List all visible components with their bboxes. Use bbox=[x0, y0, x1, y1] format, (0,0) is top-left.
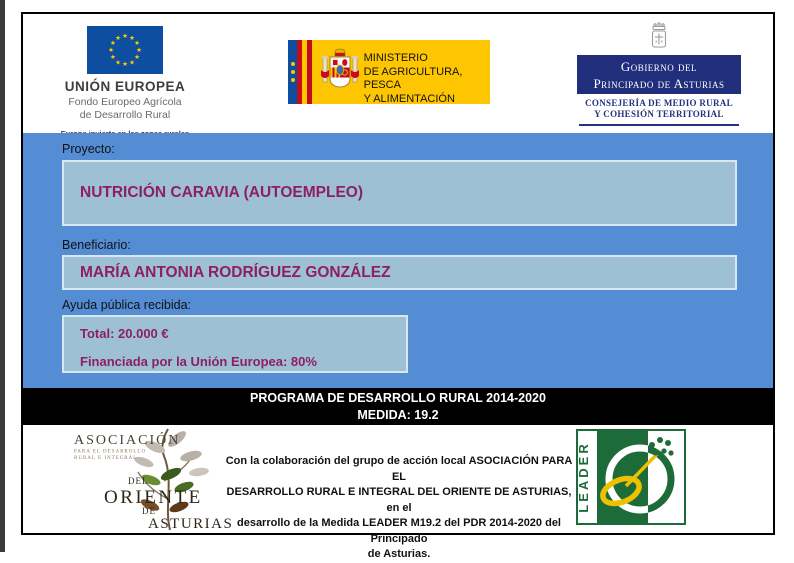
beneficiary-name: MARÍA ANTONIA RODRÍGUEZ GONZÁLEZ bbox=[80, 263, 391, 281]
footer-section bbox=[23, 425, 773, 560]
association-word-para-el-desarrollo: PARA EL DESARROLLO bbox=[74, 449, 147, 455]
asturias-underline bbox=[579, 124, 739, 126]
collaboration-line4: de Asturias. bbox=[367, 548, 431, 560]
eu-title: UNIÓN EUROPEA bbox=[64, 79, 186, 94]
eu-flag-icon bbox=[87, 26, 163, 74]
program-bar bbox=[23, 388, 773, 425]
eu-star-icon: ★ bbox=[108, 47, 114, 55]
ministry-line2: DE AGRICULTURA, PESCA bbox=[363, 65, 463, 91]
aid-label: Ayuda pública recibida: bbox=[62, 298, 192, 312]
ministry-line3: Y ALIMENTACIÓN bbox=[363, 92, 455, 105]
oriente-asturias-logo bbox=[52, 426, 237, 531]
stripe-star-icon bbox=[291, 70, 295, 74]
eu-star-icon: ★ bbox=[136, 47, 142, 55]
eu-star-icon: ★ bbox=[122, 33, 128, 41]
content-frame bbox=[21, 12, 775, 560]
stripe-star-icon bbox=[291, 62, 295, 66]
ministry-logo-block bbox=[288, 40, 490, 104]
collaboration-line3: desarrollo de la Medida LEADER M19.2 del PDR 2014-2020 del Principado bbox=[236, 517, 561, 545]
aid-eu-share: Financiada por la Unión Europea: 80% bbox=[80, 354, 317, 369]
page-edge-strip bbox=[0, 0, 5, 552]
ministry-flag-stripe-red bbox=[307, 40, 312, 104]
aid-total: Total: 20.000 € bbox=[80, 326, 169, 341]
ministry-eu-stripe bbox=[288, 40, 297, 104]
eu-star-icon: ★ bbox=[122, 61, 128, 69]
project-label: Proyecto: bbox=[62, 142, 115, 156]
association-word-del: DEL bbox=[128, 476, 149, 486]
ministry-line1: MINISTERIO bbox=[363, 52, 428, 64]
collaboration-line1: Con la colaboración del grupo de acción local ASOCIACIÓN PARA EL bbox=[225, 455, 573, 483]
program-line2: MEDIDA: 19.2 bbox=[357, 408, 439, 422]
eu-star-icon: ★ bbox=[115, 35, 121, 43]
aid-box bbox=[62, 315, 408, 373]
asturias-department bbox=[573, 98, 745, 120]
asturias-gov-line2: Principado de Asturias bbox=[593, 75, 725, 91]
asturias-dept-line1: CONSEJERÍA DE MEDIO RURAL bbox=[585, 98, 733, 108]
project-name-box bbox=[62, 160, 737, 226]
leader-logo bbox=[576, 429, 686, 525]
collaboration-text bbox=[221, 454, 577, 563]
eu-subtitle-line1: Fondo Europeo Agrícola bbox=[68, 96, 182, 108]
association-word-asociacion: ASOCIACIÓN bbox=[74, 433, 181, 448]
eu-star-icon: ★ bbox=[115, 59, 121, 67]
collaboration-line2: DESARROLLO RURAL E INTEGRAL DEL ORIENTE DE ASTURIAS, en el bbox=[226, 486, 572, 514]
asturias-logo-block bbox=[573, 22, 745, 126]
eu-subtitle bbox=[50, 96, 200, 122]
asturias-dept-line2: Y COHESIÓN TERRITORIAL bbox=[594, 109, 724, 119]
beneficiary-name-box bbox=[62, 255, 737, 290]
asturias-government-bar bbox=[577, 55, 741, 94]
project-name: NUTRICIÓN CARAVIA (AUTOEMPLEO) bbox=[80, 184, 364, 201]
eu-star-icon: ★ bbox=[129, 59, 135, 67]
stripe-star-icon bbox=[291, 78, 295, 82]
project-section bbox=[23, 133, 773, 388]
program-line1: PROGRAMA DE DESARROLLO RURAL 2014-2020 bbox=[250, 391, 546, 405]
eu-subtitle-line2: de Desarrollo Rural bbox=[79, 109, 171, 121]
eu-star-icon: ★ bbox=[109, 54, 116, 62]
spain-coat-of-arms-icon bbox=[320, 46, 360, 96]
logo-header bbox=[23, 14, 773, 133]
ministry-name bbox=[364, 52, 490, 104]
eu-star-icon: ★ bbox=[134, 40, 141, 48]
association-word-rural-e-integral: RURAL E INTEGRAL bbox=[74, 456, 138, 461]
eu-star-icon: ★ bbox=[134, 54, 141, 62]
asturias-gov-line1: Gobierno del bbox=[620, 58, 698, 74]
eu-logo-block bbox=[50, 26, 200, 138]
association-word-de: DE bbox=[142, 506, 156, 516]
asturias-emblem-icon bbox=[647, 22, 671, 52]
association-word-oriente: ORIENTE bbox=[104, 487, 203, 508]
beneficiary-label: Beneficiario: bbox=[62, 238, 131, 252]
leader-wordmark: LEADER bbox=[576, 441, 591, 513]
association-word-asturias: ASTURIAS bbox=[148, 516, 234, 532]
eu-star-icon: ★ bbox=[129, 35, 135, 43]
eu-star-icon: ★ bbox=[109, 40, 116, 48]
